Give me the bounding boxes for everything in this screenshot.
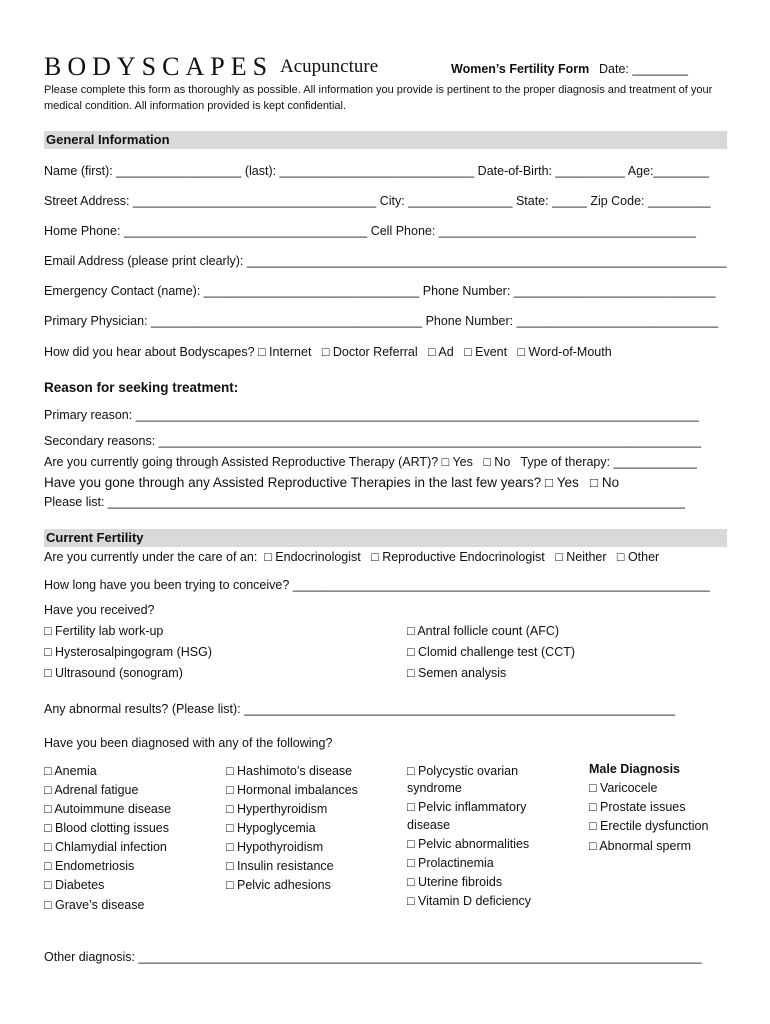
referral-question[interactable]: How did you hear about Bodyscapes? □ Internet □ Doctor Referral □ Ad □ Event □ Word-of-Mouth <box>44 345 612 359</box>
name-field[interactable]: Name (first): __________________ (last): ____________________________ Date-of-Birth: __________ Age:________ <box>44 164 710 178</box>
diagnosis-option[interactable]: □ Pelvic inflammatory <box>407 800 527 814</box>
secondary-reasons-field[interactable]: Secondary reasons: ______________________________________________________________________________ <box>44 434 701 448</box>
section-heading-fertility: Current Fertility <box>46 530 144 545</box>
received-option[interactable]: □ Fertility lab work-up <box>44 624 164 638</box>
diagnosis-option[interactable]: □ Vitamin D deficiency <box>407 894 532 908</box>
diagnosis-option[interactable]: □ Endometriosis <box>44 859 135 873</box>
male-diagnosis-heading: Male Diagnosis <box>589 762 680 776</box>
diagnosis-option[interactable]: □ Hyperthyroidism <box>226 802 328 816</box>
received-option[interactable]: □ Ultrasound (sonogram) <box>44 666 183 680</box>
form-title: Women’s Fertility Form <box>451 62 590 76</box>
reason-heading: Reason for seeking treatment: <box>44 380 239 395</box>
section-band-fertility <box>44 529 727 547</box>
diagnosis-option[interactable]: □ Hypothyroidism <box>226 840 324 854</box>
male-diagnosis-option[interactable]: □ Varicocele <box>589 781 658 795</box>
diagnosis-option[interactable]: □ Pelvic abnormalities <box>407 837 530 851</box>
diagnosis-option[interactable]: □ Prolactinemia <box>407 856 494 870</box>
diagnosis-option[interactable]: □ Uterine fibroids <box>407 875 503 889</box>
primary-reason-field[interactable]: Primary reason: _________________________________________________________________________________ <box>44 408 699 422</box>
diagnosis-option[interactable]: □ Grave’s disease <box>44 898 145 912</box>
diagnosis-option[interactable]: □ Blood clotting issues <box>44 821 169 835</box>
art-current-question[interactable]: Are you currently going through Assisted Reproductive Therapy (ART)? □ Yes □ No Type of therapy: ____________ <box>44 455 697 469</box>
diagnosis-option[interactable]: □ Hypoglycemia <box>226 821 316 835</box>
art-past-question[interactable]: Have you gone through any Assisted Reproductive Therapies in the last few years? □ Yes □ No <box>44 475 620 490</box>
abnormal-results-field[interactable]: Any abnormal results? (Please list): ______________________________________________________________ <box>44 702 676 716</box>
male-diagnosis-option[interactable]: □ Abnormal sperm <box>589 839 692 853</box>
date-field[interactable]: Date: ________ <box>599 62 688 76</box>
diagnosis-option[interactable]: □ Chlamydial infection <box>44 840 167 854</box>
received-option[interactable]: □ Clomid challenge test (CCT) <box>407 645 576 659</box>
email-field[interactable]: Email Address (please print clearly): _____________________________________________________________________ <box>44 254 727 268</box>
diagnosis-option[interactable]: □ Pelvic adhesions <box>226 878 331 892</box>
intro-text: Please complete this form as thoroughly as possible. All information you provide is pertinent to the proper diagnosis and treatment of your medical condition. All information provided is kept confidential. <box>44 84 713 112</box>
phone-fields[interactable]: Home Phone: ___________________________________ Cell Phone: _____________________________________ <box>44 224 697 238</box>
male-diagnosis-option[interactable]: □ Erectile dysfunction <box>589 819 709 833</box>
please-list-field[interactable]: Please list: ___________________________________________________________________________________ <box>44 495 685 509</box>
physician-field[interactable]: Primary Physician: _______________________________________ Phone Number: _____________________________ <box>44 314 719 328</box>
diagnosis-option[interactable]: □ Polycystic ovarian <box>407 764 519 778</box>
care-of-question[interactable]: Are you currently under the care of an: □ Endocrinologist □ Reproductive Endocrinologist □ Neither □ Other <box>44 550 660 564</box>
diagnosis-option[interactable]: □ Diabetes <box>44 878 105 892</box>
received-question: Have you received? <box>44 603 155 617</box>
received-option[interactable]: □ Hysterosalpingogram (HSG) <box>44 645 213 659</box>
address-field[interactable]: Street Address: ___________________________________ City: _______________ State: _____ Zip Code: _________ <box>44 194 711 208</box>
diagnosis-option[interactable]: □ Insulin resistance <box>226 859 334 873</box>
section-band-general <box>44 131 727 149</box>
section-heading-general: General Information <box>46 132 170 147</box>
diagnosis-option[interactable]: □ Adrenal fatigue <box>44 783 139 797</box>
diagnosis-option[interactable]: □ Autoimmune disease <box>44 802 172 816</box>
diagnosis-option[interactable]: □ Hashimoto’s disease <box>226 764 353 778</box>
male-diagnosis-option[interactable]: □ Prostate issues <box>589 800 686 814</box>
diagnosis-option-continued: syndrome <box>407 781 462 795</box>
emergency-contact-field[interactable]: Emergency Contact (name): _______________________________ Phone Number: _____________________________ <box>44 284 716 298</box>
brand-title: BODYSCAPES <box>44 52 274 81</box>
received-option[interactable]: □ Semen analysis <box>407 666 507 680</box>
diagnosis-option-continued: disease <box>407 818 451 832</box>
other-diagnosis-field[interactable]: Other diagnosis: _________________________________________________________________________________ <box>44 950 702 964</box>
diagnosis-option[interactable]: □ Anemia <box>44 764 97 778</box>
brand-subtitle: Acupuncture <box>280 56 379 77</box>
received-option[interactable]: □ Antral follicle count (AFC) <box>407 624 560 638</box>
diagnosis-option[interactable]: □ Hormonal imbalances <box>226 783 358 797</box>
diagnosed-question: Have you been diagnosed with any of the following? <box>44 736 333 750</box>
trying-to-conceive-field[interactable]: How long have you been trying to conceive? ____________________________________________________________ <box>44 578 710 592</box>
